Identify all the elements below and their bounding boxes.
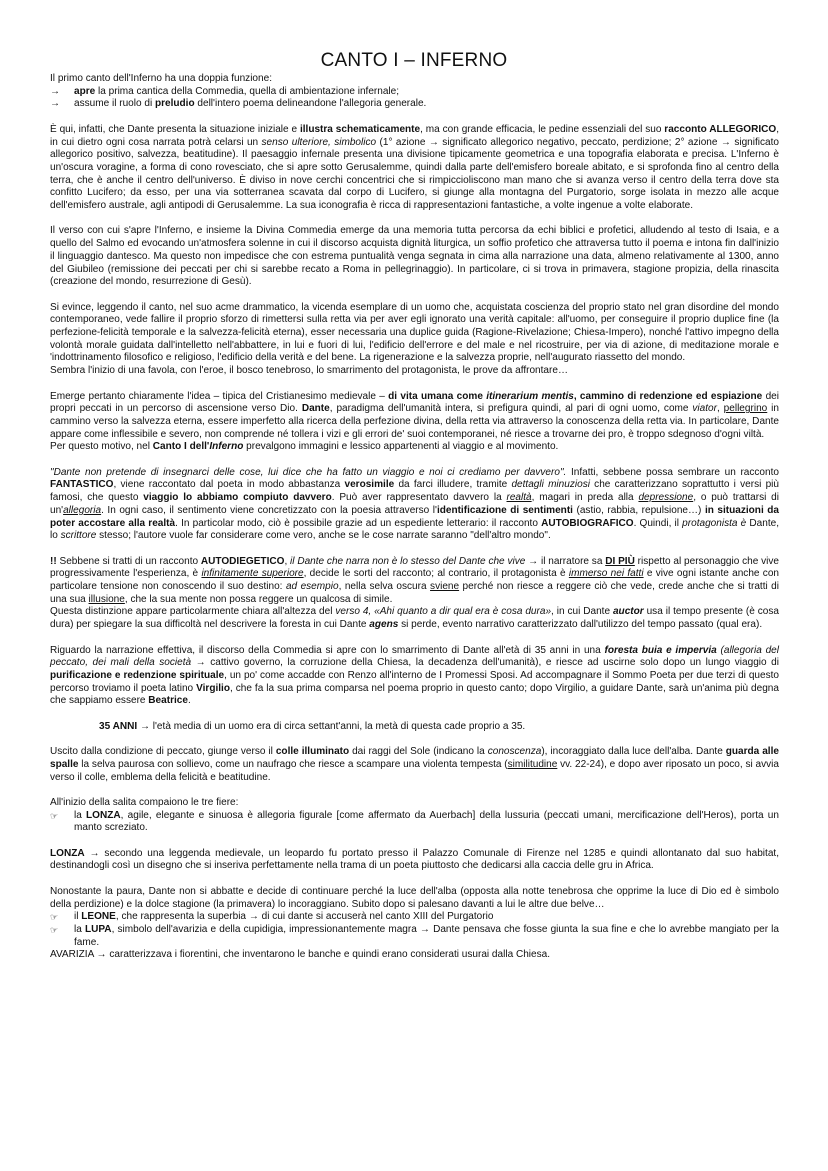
paragraph-fiere-intro: All'inizio della salita compaiono le tre fiere: — [50, 796, 239, 808]
paragraph-colle: Uscito dalla condizione di peccato, giunge verso il colle illuminato dai raggi del Sole (indicano la conoscenza), incoraggiato dalla luce dell'alba. Dante guarda alle spalle la selva paurosa con sollievo, come un naufrago che riesce a scampare una violenta tempesta (similitudine vv. 22-24), e dopo aver riposato un poco, si avvia verso il colle, emblema della felicità e beatitudine. — [50, 746, 779, 783]
paragraph-motif: Per questo motivo, nel Canto I dell'Inferno prevalgono immagini e lessico appartenenti al viaggio e al movimento. — [50, 441, 559, 453]
list-item-text: la LONZA, agile, elegante e sinuosa è allegoria figurale [come affermato da Auerbach] della lussuria (peccati umani, mercificazione dell'Heros), porta un manto screziato. — [74, 809, 779, 834]
pointing-hand-icon: ☞ — [50, 912, 59, 923]
list-item — [50, 86, 779, 99]
paragraph-auctor-agens: Questa distinzione appare particolarmente chiara all'altezza del verso 4, «Ahi quanto a dir qual era è cosa dura», in cui Dante auctor usa il tempo presente (è cosa dura) per spiegare la sua difficoltà nel descrivere la foresta in cui Dante agens si perde, evento narrativo caratterizzato dall'utilizzo del tempo passato (qual era). — [50, 606, 779, 631]
paragraph-climax: Si evince, leggendo il canto, nel suo acme drammatico, la vicenda esemplare di un uomo che, acquistata coscienza del proprio stato nel gran disordine del mondo contemporaneo, vede fallire il proprio sforzo di rimettersi sulla retta via per aver egli ignorato una verità capitale: all'uomo, per conseguire il proprio duplice fine (la perfezione-felicità temporale e la salvezza-felicità eterna), esser necessaria una duplice guida (Ragione-Rivelazione; Chiesa-Impero), nonché l'attivo impegno della volontà morale guidata dall'intelletto nell'abbattere, in lui e fuori di lui, l'edificio dell'errore e del male e nel ricostruire, per via di azione, di meditazione morale e 'indottrinamento filosofico e religioso, l'edificio della verità e del bene. La rigenerazione e la salvezza proprie, nell'augurato riassetto del mondo. — [50, 301, 779, 364]
list-item — [50, 924, 779, 949]
list-item-text: assume il ruolo di preludio dell'intero poema delineandone l'allegoria generale. — [74, 98, 427, 110]
arrow-icon: → — [50, 85, 61, 97]
list-item — [50, 911, 779, 924]
list-item-text: apre la prima cantica della Commedia, quella di ambientazione infernale; — [74, 85, 400, 97]
paragraph-verse: Il verso con cui s'apre l'Inferno, e insieme la Divina Commedia emerge da una memoria tutta percorsa da echi biblici e profetici, alludendo al testo di Isaia, e a quello del Salmo ed evocando un'atmosfera solenne in cui il discorso acquista dignità liturgica, un soffio profetico che attraversa tutto il poema e intona fin dall'inizio il linguaggio dantesco. Ma questo non impedisce che con estrema puntualità venga segnata in cima alla narrazione una data, almeno relativamente al 1300, anno del Giubileo (remissione dei peccati per chi si sarebbe recato a Roma in pellegrinaggio). In particolare, ci si trova in primavera, stagione propizia, della rinascita (creazione del mondo, resurrezione di Gesù). — [50, 225, 779, 288]
paragraph-avarizia: AVARIZIA → caratterizzava i fiorentini, che inventarono le banche e quindi erano considerati usurai dalla Chiesa. — [50, 949, 551, 961]
paragraph-lonza: LONZA → secondo una leggenda medievale, un leopardo fu portato presso il Palazzo Comunale di Firenze nel 1285 e quindi allontanato dal suo habitat, destinandogli così un disegno che si inseriva perfettamente nella trama di un poeta piuttosto che dedicarsi alla caccia delle gru in Africa. — [50, 847, 779, 872]
list-item — [50, 98, 779, 111]
paragraph-autodiegetic: !! Sebbene si tratti di un racconto AUTODIEGETICO, il Dante che narra non è lo stesso del Dante che vive → il narratore sa DI PIÙ rispetto al personaggio che vive progressivamente l'esperienza, è infinitamente superiore, decide le sorti del racconto; al contrario, il protagonista è immerso nei fatti e vive ogni istante anche con particolare tensione non conoscendo il suo destino: ad esempio, nella selva oscura sviene perché non riesce a reggere ciò che vede, crede anche che si tratti di una sua illusione, che la sua mente non possa reggere un qualcosa di simile. — [50, 555, 779, 605]
paragraph-belve: Nonostante la paura, Dante non si abbatte e decide di continuare perché la luce dell'alba (opposta alla notte tenebrosa che opprime la luce di Dio ed è simbolo della perdizione) e la dolce stagione (la primavera) lo incoraggiano. Subito dopo si palesano davanti a lui le altre due belve… — [50, 885, 779, 910]
paragraph-fable: Sembra l'inizio di una favola, con l'eroe, il bosco tenebroso, lo smarrimento del protagonista, le prove da affrontare… — [50, 365, 568, 377]
page-title: CANTO I – INFERNO — [320, 50, 508, 71]
list-item — [50, 810, 779, 835]
pointing-hand-icon: ☞ — [50, 810, 59, 821]
arrow-icon: → — [50, 98, 61, 110]
paragraph-fantastic: "Dante non pretende di insegnarci delle cose, lui dice che ha fatto un viaggio e noi ci crediamo per davvero". Infatti, sebbene possa sembrare un racconto FANTASTICO, viene raccontato dal poeta in modo abbastanza verosimile da farci illudere, tramite dettagli minuziosi che caratterizzano soprattutto i versi più famosi, che questo viaggio lo abbiamo compiuto davvero. Può aver rappresentato davvero la realtà, magari in preda alla depressione, o può trattarsi di un'allegoria. In ogni caso, il sentimento viene concretizzato con la poesia attraverso l'identificazione di sentimenti (astio, rabbia, repulsione…) in situazioni da poter accostare alla realtà. In particolar modo, ciò è possibile grazie ad un espediente letterario: il racconto AUTOBIOGRAFICO. Quindi, il protagonista è Dante, lo scrittore stesso; l'autore vuole far considerare come vero, anche se le cose narrate saranno "dell'altro mondo". — [50, 466, 779, 542]
document-body — [50, 73, 779, 962]
intro-line: Il primo canto dell'Inferno ha una doppia funzione: — [50, 73, 272, 84]
list-item-text: la LUPA, simbolo dell'avarizia e della cupidigia, impressionantemente magra → Dante pensava che fosse giunta la sua fine e che lo avrebbe mangiato per la fame. — [74, 923, 779, 948]
paragraph-narration: Riguardo la narrazione effettiva, il discorso della Commedia si apre con lo smarrimento di Dante all'età di 35 anni in una foresta buia e impervia (allegoria del peccato, dei mali della società → cattivo governo, la corruzione della Chiesa, la decadenza dell'umanità), e riesce ad uscirne solo dopo un lungo viaggio di purificazione e redenzione spirituale, un po' come accadde con Renzo all'interno de I Promessi Sposi. Ad accompagnare il Sommo Poeta per due terzi di questo percorso troviamo il poeta latino Virgilio, che fa la sua prima comparsa nel poema proprio in questo canto; dopo Virgilio, a guidare Dante, sarà un'anima più degna che sappiamo essere Beatrice. — [50, 644, 779, 707]
note-35-anni: 35 ANNI → l'età media di un uomo era di circa settant'anni, la metà di questa cade proprio a 35. — [99, 720, 526, 732]
pointing-hand-icon: ☞ — [50, 924, 59, 935]
list-item-text: il LEONE, che rappresenta la superbia → di cui dante si accuserà nel canto XIII del Purgatorio — [74, 911, 494, 923]
paragraph-itinerarium: Emerge pertanto chiaramente l'idea – tipica del Cristianesimo medievale – di vita umana come itinerarium mentis, cammino di redenzione ed espiazione dei propri peccati in un percorso di ascensione verso Dio. Dante, paradigma dell'umanità intera, si prefigura quindi, al pari di ogni uomo, come viator, pellegrino in cammino verso la salvezza eterna, essere imperfetto alla ricerca della perfezione divina, della retta via attraverso la conoscenza della retta via. In particolare, Dante appare come inflessibile e severo, non comprende né tollera i vizi e gli errori de' suoi contemporanei, né riesce a trovarne dei pro, è troppo sdegnoso d'ogni viltà. — [50, 390, 779, 440]
paragraph-allegory: È qui, infatti, che Dante presenta la situazione iniziale e illustra schematicamente, ma con grande efficacia, le pedine essenziali del suo racconto ALLEGORICO, in cui dietro ogni cosa narrata potrà celarsi un senso ulteriore, simbolico (1° azione → significato allegorico negativo, peccato, perdizione; 2° azione → significato allegorico positivo, salvezza, beatitudine). Il paesaggio infernale presenta una divisione tipicamente geometrica e una topografia elaborata e precisa. L'Inferno è un'oscura voragine, a forma di cono rovesciato, che si apre sotto Gerusalemme, quindi dalla parte dell'emisfero boreale abitato, e si sprofonda fino al centro della terra, che è anche il centro dell'universo. È diviso in nove cerchi concentrici che si rimpiccioliscono man mano che si avanza verso il centro della terra dove sta confitto Lucifero; da esso, per una via sotterranea scavata dal corpo di Lucifero, si giunge alla montagna del Purgatorio, sorge isolata in mezzo alle acque dell'emisfero australe, agli antipodi di Gerusalemme. La sua iconografia è ricca di rappresentazioni fantastiche, a volte ingenue a volte elaborate. — [50, 123, 780, 212]
